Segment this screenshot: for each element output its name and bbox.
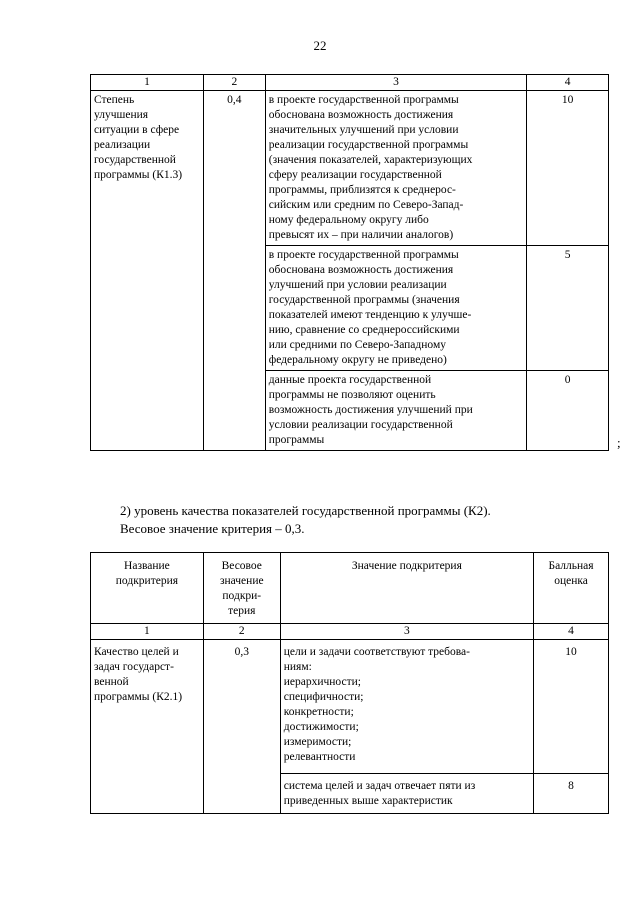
column-number: 2: [203, 624, 280, 640]
text-line: Балльная: [548, 560, 594, 572]
header-cell: [203, 553, 280, 624]
criteria-table-k2: [90, 552, 609, 814]
table-row: [91, 91, 609, 246]
header-row: [91, 553, 609, 624]
text-line: значение: [219, 575, 264, 587]
text-line: значительных улучшений при условии: [268, 124, 459, 136]
table-row: [91, 640, 609, 774]
page-number: 22: [313, 38, 327, 53]
text-line: венной: [94, 676, 129, 688]
section-2-intro: [120, 502, 491, 538]
text-line: в проекте государственной программы: [268, 249, 459, 261]
text-line: программы: [268, 434, 325, 446]
criterion-name-cell: [91, 640, 204, 814]
column-number: 3: [265, 75, 526, 91]
header-cell: [534, 553, 609, 624]
text-line: конкретности;: [283, 706, 354, 718]
text-line: измеримости;: [283, 736, 352, 748]
description-cell: [265, 91, 526, 246]
column-number: 2: [203, 75, 265, 91]
score-cell: 0: [527, 371, 609, 451]
text-line: ному федеральному округу либо: [268, 214, 429, 226]
text-line: обоснована возможность достижения: [268, 264, 454, 276]
description-cell: [280, 774, 533, 814]
text-line: обоснована возможность достижения: [268, 109, 454, 121]
text-line: 2) уровень качества показателей государственной программы (К2).: [120, 503, 491, 518]
column-number: 3: [280, 624, 533, 640]
text-line: цели и задачи соответствуют требова-: [283, 646, 470, 658]
score-cell: 5: [527, 246, 609, 371]
header-cell: [280, 553, 533, 624]
text-line: оценка: [554, 575, 588, 587]
text-line: специфичности;: [283, 691, 364, 703]
text-line: программы, приблизятся к среднерос-: [268, 184, 456, 196]
column-number: 1: [91, 75, 204, 91]
text-line: сийским или средним по Северо-Запад-: [268, 199, 464, 211]
description-cell: [265, 371, 526, 451]
text-line: государственной: [94, 154, 176, 166]
column-number-row: [91, 624, 609, 640]
text-line: реализации государственной программы: [268, 139, 469, 151]
text-line: Название: [124, 560, 170, 572]
text-line: Качество целей и: [94, 646, 179, 658]
text-line: государственной программы (значения: [268, 294, 460, 306]
text-line: программы (К1.3): [94, 169, 183, 181]
text-line: сферу реализации государственной: [268, 169, 442, 181]
score-cell: 8: [534, 774, 609, 814]
score-cell: 10: [527, 91, 609, 246]
text-line: приведенных выше характеристик: [283, 795, 453, 807]
text-line: подкритерия: [115, 575, 179, 587]
text-line: подкри-: [222, 590, 262, 602]
text-line: возможность достижения улучшений при: [268, 404, 473, 416]
text-line: в проекте государственной программы: [268, 94, 459, 106]
text-line: ниям:: [283, 661, 312, 673]
text-line: программы не позволяют оценить: [268, 389, 436, 401]
text-line: релевантности: [283, 751, 356, 763]
column-number: 4: [527, 75, 609, 91]
text-line: превысят их – при наличии аналогов): [268, 229, 454, 241]
text-line: нию, сравнение со среднероссийскими: [268, 324, 460, 336]
text-line: улучшений при условии реализации: [268, 279, 447, 291]
column-number: 1: [91, 624, 204, 640]
column-number-row: [91, 75, 609, 91]
header-cell: [91, 553, 204, 624]
description-cell: [265, 246, 526, 371]
text-line: иерархичности;: [283, 676, 361, 688]
text-line: улучшения: [94, 109, 149, 121]
text-line: показателей имеют тенденцию к улучше-: [268, 309, 472, 321]
text-line: Весовое значение критерия – 0,3.: [120, 521, 305, 536]
text-line: или средними по Северо-Западному: [268, 339, 446, 351]
description-cell: [280, 640, 533, 774]
text-line: реализации: [94, 139, 151, 151]
text-line: Весовое: [221, 560, 262, 572]
score-cell: 10: [534, 640, 609, 774]
text-line: Степень: [94, 94, 135, 106]
text-line: ситуации в сфере: [94, 124, 180, 136]
criterion-name-cell: [91, 91, 204, 451]
criteria-table-k1: [90, 74, 609, 451]
text-line: данные проекта государственной: [268, 374, 432, 386]
weight-cell: 0,3: [203, 640, 280, 814]
column-number: 4: [534, 624, 609, 640]
weight-cell: 0,4: [203, 91, 265, 451]
text-line: федеральному округу не приведено): [268, 354, 447, 366]
text-line: программы (К2.1): [94, 691, 183, 703]
text-line: задач государст-: [94, 661, 174, 673]
text-line: (значения показателей, характеризующих: [268, 154, 473, 166]
text-line: терия: [228, 605, 256, 617]
text-line: условии реализации государственной: [268, 419, 453, 431]
text-line: система целей и задач отвечает пяти из: [283, 780, 476, 792]
text-line: Значение подкритерия: [351, 560, 462, 572]
trailing-semicolon: ;: [617, 435, 621, 450]
text-line: достижимости;: [283, 721, 359, 733]
